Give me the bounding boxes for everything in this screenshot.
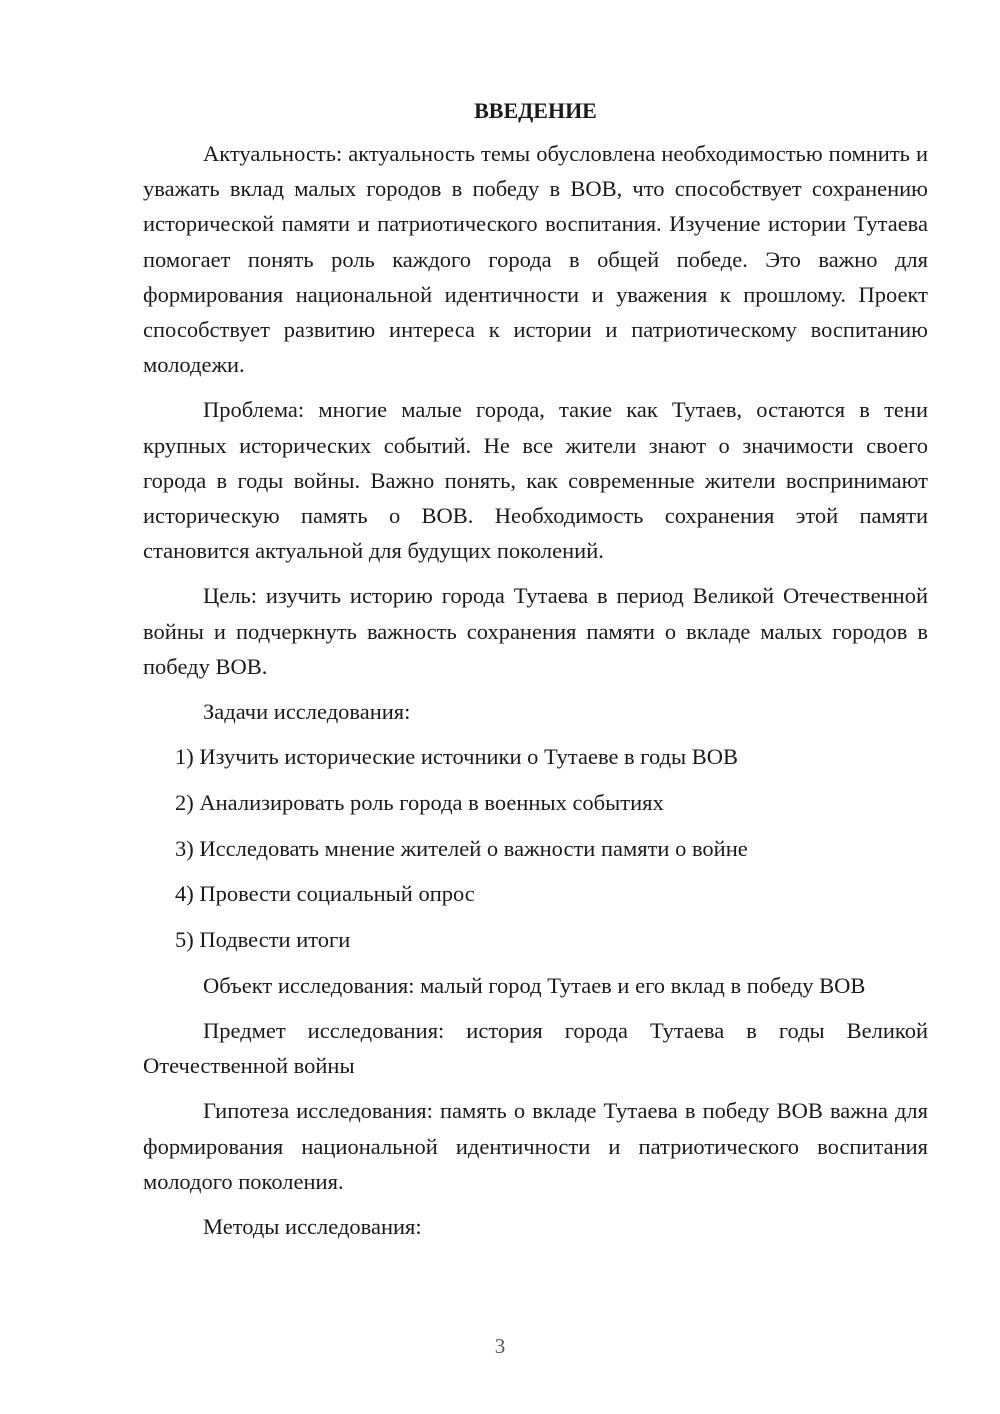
hypothesis-paragraph: Гипотеза исследования: память о вкладе Тутаева в победу ВОВ важна для формирования национальной идентичности и патриотического воспитания молодого поколения. — [143, 1098, 928, 1194]
list-item: 1) Изучить исторические источники о Тутаеве в годы ВОВ — [175, 744, 739, 770]
list-item: 2) Анализировать роль города в военных событиях — [175, 789, 664, 815]
list-item: 4) Провести социальный опрос — [175, 881, 475, 907]
document-page — [143, 96, 928, 1254]
goal-paragraph: Цель: изучить историю города Тутаева в период Великой Отечественной войны и подчеркнуть важность сохранения памяти о вкладе малых городов в победу ВОВ. — [143, 583, 928, 679]
problem-paragraph: Проблема: многие малые города, такие как Тутаев, остаются в тени крупных исторических событий. Не все жители знают о значимости своего города в годы войны. Важно понять, как современные жители воспринимают историческую память о ВОВ. Необходимость сохранения этой памяти становится актуальной для будущих поколений. — [143, 397, 928, 564]
page-number: 3 — [494, 1334, 506, 1358]
list-item: 5) Подвести итоги — [175, 927, 351, 953]
object-paragraph: Объект исследования: малый город Тутаев и его вклад в победу ВОВ — [203, 972, 866, 998]
page-title: ВВЕДЕНИЕ — [474, 98, 597, 123]
relevance-paragraph: Актуальность: актуальность темы обусловлена необходимостью помнить и уважать вклад малых городов в победу в ВОВ, что способствует сохранению исторической памяти и патриотического воспитания. Изучение истории Тутаева помогает понять роль каждого города в общей победе. Это важно для формирования национальной идентичности и уважения к прошлому. Проект способствует развитию интереса к истории и патриотическому воспитанию молодежи. — [143, 141, 928, 378]
tasks-list — [143, 739, 928, 957]
subject-paragraph: Предмет исследования: история города Тутаева в годы Великой Отечественной войны — [143, 1017, 928, 1079]
list-item: 3) Исследовать мнение жителей о важности памяти о войне — [175, 835, 748, 861]
tasks-heading: Задачи исследования: — [203, 699, 411, 725]
methods-heading: Методы исследования: — [203, 1213, 422, 1239]
